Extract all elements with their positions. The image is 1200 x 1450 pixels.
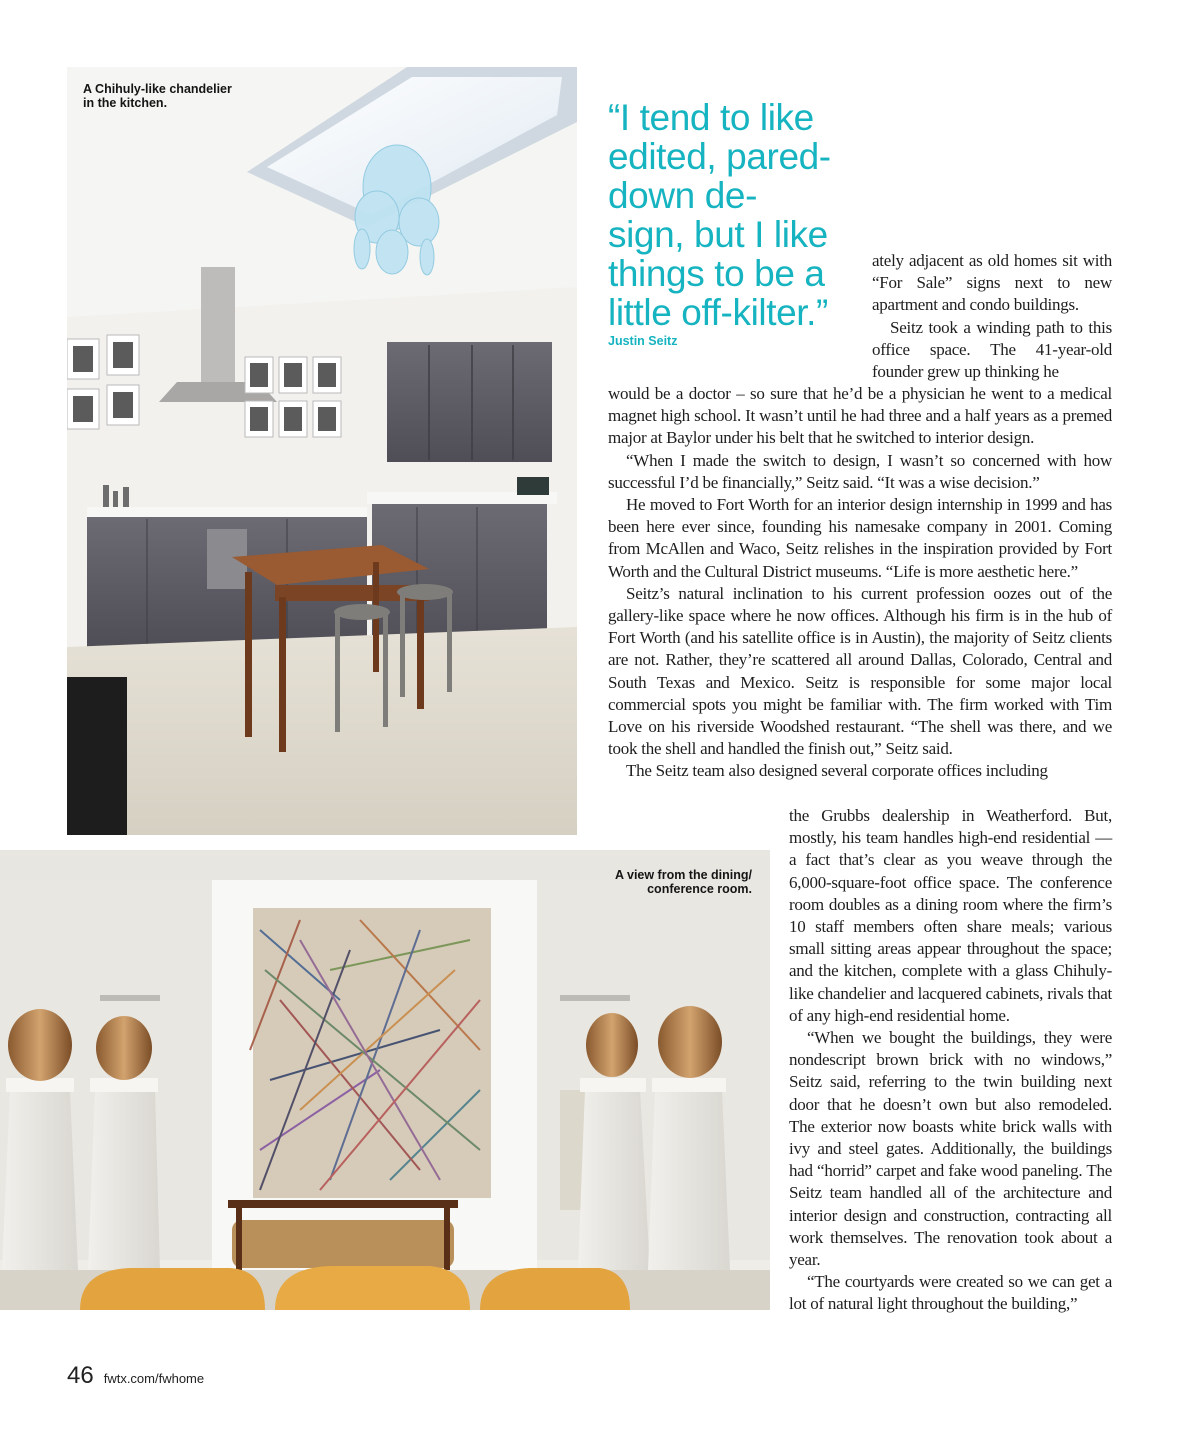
page-footer (67, 1362, 204, 1390)
article-paragraph: Seitz’s natural inclination to his current profession oozes out of the gallery-like space where he now offices. Although his firm is in the hub of Fort Worth (and his satellite office is in Austin), the majority of Seitz clients are not. Rather, they’re scattered all around Dallas, Colorado, Central and South Texas and Mexico. Seitz is responsible for some major local commercial spots you might be familiar with. The firm worked with Tim Love on his riverside Woodshed restaurant. “The shell was there, and we took the shell and handled the finish out,” Seitz said. (608, 583, 1112, 759)
article-paragraph: “When we bought the buildings, they were nondescript brown brick with no windows,” Seitz said, referring to the twin building next door that he doesn’t own but also remodeled. The exterior now boasts white brick walls with ivy and steel gates. Additionally, the buildings had “horrid” carpet and fake wood paneling. The Seitz team handled all of the architecture and interior design and construction, contracting all work themselves. The renovation took about a year. (789, 1028, 1112, 1270)
article-paragraph: The Seitz team also designed several corporate offices including (626, 761, 1048, 781)
article-paragraph: Seitz took a winding path to this office space. The 41-year-old founder grew up thinking he (872, 317, 1112, 382)
dining-photo-caption: A view from the dining/ conference room. (614, 868, 752, 896)
article-paragraph: He moved to Fort Worth for an interior design internship in 1999 and has been here ever since, founding his namesake company in 2001. Coming from McAllen and Waco, Seitz relishes in the inspiration provided by Fort Worth and the Cultural District museums. “Life is more aesthetic here.” (608, 495, 1112, 581)
kitchen-photo-caption: A Chihuly-like chandelier in the kitchen. (83, 82, 232, 110)
article-column-top (872, 250, 1112, 383)
dining-room-photo (0, 850, 770, 1310)
site-url-link[interactable]: fwtx.com/fwhome (103, 1371, 205, 1386)
pull-quote-attribution: Justin Seitz (608, 334, 678, 348)
pull-quote: “I tend to like edited, pared- down de- sign, but I like things to be a little off-kilter.” (608, 97, 831, 333)
kitchen-photo (67, 67, 577, 835)
article-paragraph: the Grubbs dealership in Weatherford. But, mostly, his team handles high-end residential — a fact that’s clear as you weave through the 6,000-square-foot office space. The conference room doubles as a dining room where the firm’s 10 staff members often share meals; various small sitting areas appear throughout the space; and the kitchen, complete with a glass Chihuly-like chandelier and lacquered cabinets, rivals that of any high-end residential home. (789, 806, 1112, 1025)
article-column-bottom (789, 805, 1112, 1316)
article-column-middle (608, 383, 1112, 783)
article-paragraph: would be a doctor – so sure that he’d be a physician he went to a medical magnet high school. It wasn’t until he had three and a half years as a premed major at Baylor under his belt that he switched to interior design. (608, 384, 1112, 448)
page-number: 46 (67, 1362, 94, 1389)
article-paragraph: “When I made the switch to design, I wasn’t so concerned with how successful I’d be financially,” Seitz said. “It was a wise decision.” (608, 450, 1112, 492)
article-paragraph: ately adjacent as old homes sit with “For Sale” signs next to new apartment and condo buildings. (872, 251, 1112, 315)
article-paragraph: “The courtyards were created so we can get a lot of natural light throughout the building,” (789, 1272, 1112, 1314)
